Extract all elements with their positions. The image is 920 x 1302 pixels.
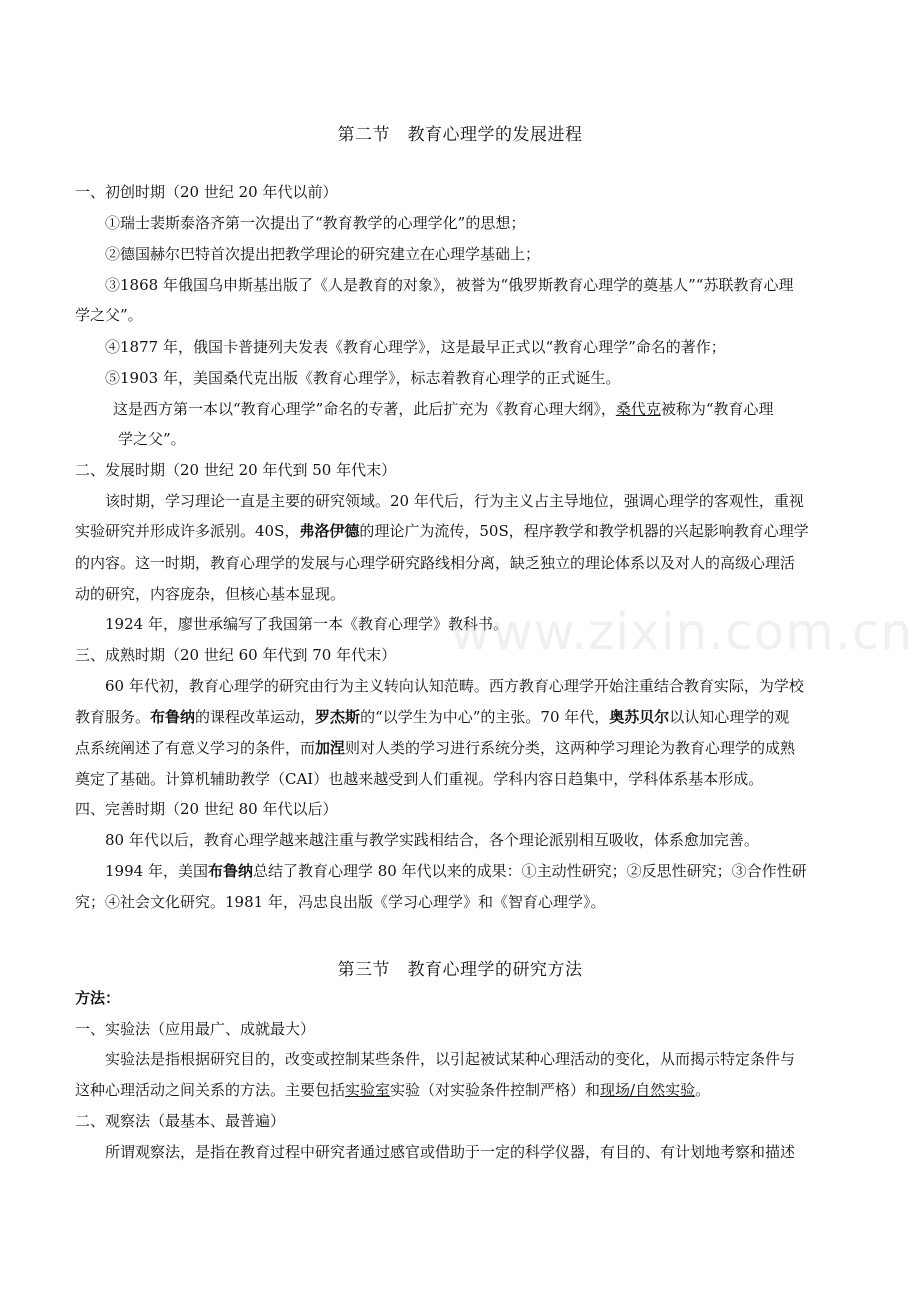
p3-line-3-c: 则对人类的学习进行系统分类，这两种学习理论为教育心理学的成熟 xyxy=(345,739,796,757)
bruner-bold-2: 布鲁纳 xyxy=(207,862,253,880)
p4-line-1: 80 年代以后，教育心理学越来越注重与教学实践相结合，各个理论派别相互吸收，体系愈加完善。 xyxy=(105,831,759,849)
p2-line-4: 动的研究，内容庞杂，但核心基本显现。 xyxy=(75,585,346,603)
p1-note-a: 这是西方第一本以“教育心理学”命名的专著，此后扩充为《教育心理大纲》， xyxy=(113,400,616,418)
watermark: www.zixin.com.cn xyxy=(450,603,914,661)
m1-line-1: 实验法是指根据研究目的，改变或控制某些条件，以引起被试某种心理活动的变化，从而揭示特定条件与 xyxy=(105,1050,796,1068)
rogers-bold: 罗杰斯 xyxy=(315,708,361,726)
p1-item-4: ④1877 年，俄国卡普捷列夫发表《教育心理学》，这是最早正式以“教育心理学”命名的著作； xyxy=(105,338,726,356)
p3-line-2-g: 以认知心理学的观 xyxy=(669,708,790,726)
section2-title: 第二节 教育心理学的发展进程 xyxy=(337,125,583,145)
p2-line-1: 该时期，学习理论一直是主要的研究领域。20 年代后，行为主义占主导地位，强调心理学的客观性，重视 xyxy=(105,492,804,510)
p1-item-3-cont: 学之父”。 xyxy=(75,306,143,324)
thorndike-link[interactable]: 桑代克 xyxy=(615,400,661,418)
p1-item-1: ①瑞士裴斯泰洛齐第一次提出了“教育教学的心理学化”的思想； xyxy=(105,214,526,232)
m1-line-2 xyxy=(75,1080,710,1100)
p3-line-3-a: 点系统阐述了有意义学习的条件，而 xyxy=(75,739,316,757)
bruner-bold: 布鲁纳 xyxy=(150,708,196,726)
p3-line-2-e: 的“以学生为中心”的主张。70 年代， xyxy=(360,708,610,726)
p1-heading: 一、初创时期（20 世纪 20 年代以前） xyxy=(75,183,338,201)
p2-line-2-a: 实验研究并形成许多派别。40S， xyxy=(75,522,300,540)
p1-item-2: ②德国赫尔巴特首次提出把教学理论的研究建立在心理学基础上； xyxy=(105,245,541,263)
methods-label: 方法： xyxy=(75,989,121,1007)
m1-line-2-c: 实验（对实验条件控制严格）和 xyxy=(390,1081,601,1099)
lab-link[interactable]: 实验室 xyxy=(345,1081,391,1099)
ausubel-bold: 奥苏贝尔 xyxy=(609,708,670,726)
p4-line-2 xyxy=(105,861,807,881)
p3-line-2 xyxy=(75,707,789,727)
p3-line-3 xyxy=(75,738,795,758)
p2-line-3: 的内容。这一时期，教育心理学的发展与心理学研究路线相分离，缺乏独立的理论体系以及对人的高级心理活 xyxy=(75,554,796,572)
p1-note-cont: 学之父”。 xyxy=(118,430,186,448)
p4-heading: 四、完善时期（20 世纪 80 年代以后） xyxy=(75,800,338,818)
section3-title: 第三节 教育心理学的研究方法 xyxy=(337,960,583,980)
m1-line-2-e: 。 xyxy=(695,1081,711,1099)
p3-line-1: 60 年代初，教育心理学的研究由行为主义转向认知范畴。西方教育心理学开始注重结合教育实际，为学校 xyxy=(105,677,804,695)
p1-item-5: ⑤1903 年，美国桑代克出版《教育心理学》，标志着教育心理学的正式诞生。 xyxy=(105,369,621,387)
freud-bold: 弗洛伊德 xyxy=(299,522,360,540)
field-experiment-link[interactable]: 现场/自然实验 xyxy=(600,1081,696,1099)
p4-line-2-a: 1994 年，美国 xyxy=(105,862,208,880)
m2-line-1: 所谓观察法，是指在教育过程中研究者通过感官或借助于一定的科学仪器，有目的、有计划地考察和描述 xyxy=(105,1143,796,1161)
p1-note xyxy=(113,399,774,419)
p3-line-2-a: 教育服务。 xyxy=(75,708,151,726)
p2-line-5: 1924 年，廖世承编写了我国第一本《教育心理学》教科书。 xyxy=(105,615,508,633)
m1-line-2-a: 这种心理活动之间关系的方法。主要包括 xyxy=(75,1081,346,1099)
p1-note-b: 被称为“教育心理 xyxy=(660,400,774,418)
p3-line-2-c: 的课程改革运动， xyxy=(195,708,316,726)
m1-heading: 一、实验法（应用最广、成就最大） xyxy=(75,1020,316,1038)
p3-heading: 三、成熟时期（20 世纪 60 年代到 70 年代末） xyxy=(75,646,397,664)
m2-heading: 二、观察法（最基本、最普遍） xyxy=(75,1112,286,1130)
gagne-bold: 加涅 xyxy=(315,739,346,757)
p2-line-2-c: 的理论广为流传，50S，程序教学和教学机器的兴起影响教育心理学 xyxy=(359,522,809,540)
p4-line-2-c: 总结了教育心理学 80 年代以来的成果：①主动性研究；②反思性研究；③合作性研 xyxy=(252,862,807,880)
p3-line-4: 奠定了基础。计算机辅助教学（CAI）也越来越受到人们重视。学科内容日趋集中，学科体系基本形成。 xyxy=(75,770,764,788)
p4-line-3: 究；④社会文化研究。1981 年，冯忠良出版《学习心理学》和《智育心理学》。 xyxy=(75,893,606,911)
p1-item-3: ③1868 年俄国乌申斯基出版了《人是教育的对象》，被誉为“俄罗斯教育心理学的奠基人”“苏联教育心理 xyxy=(105,276,794,294)
p2-line-2 xyxy=(75,521,809,541)
p2-heading: 二、发展时期（20 世纪 20 年代到 50 年代末） xyxy=(75,461,397,479)
